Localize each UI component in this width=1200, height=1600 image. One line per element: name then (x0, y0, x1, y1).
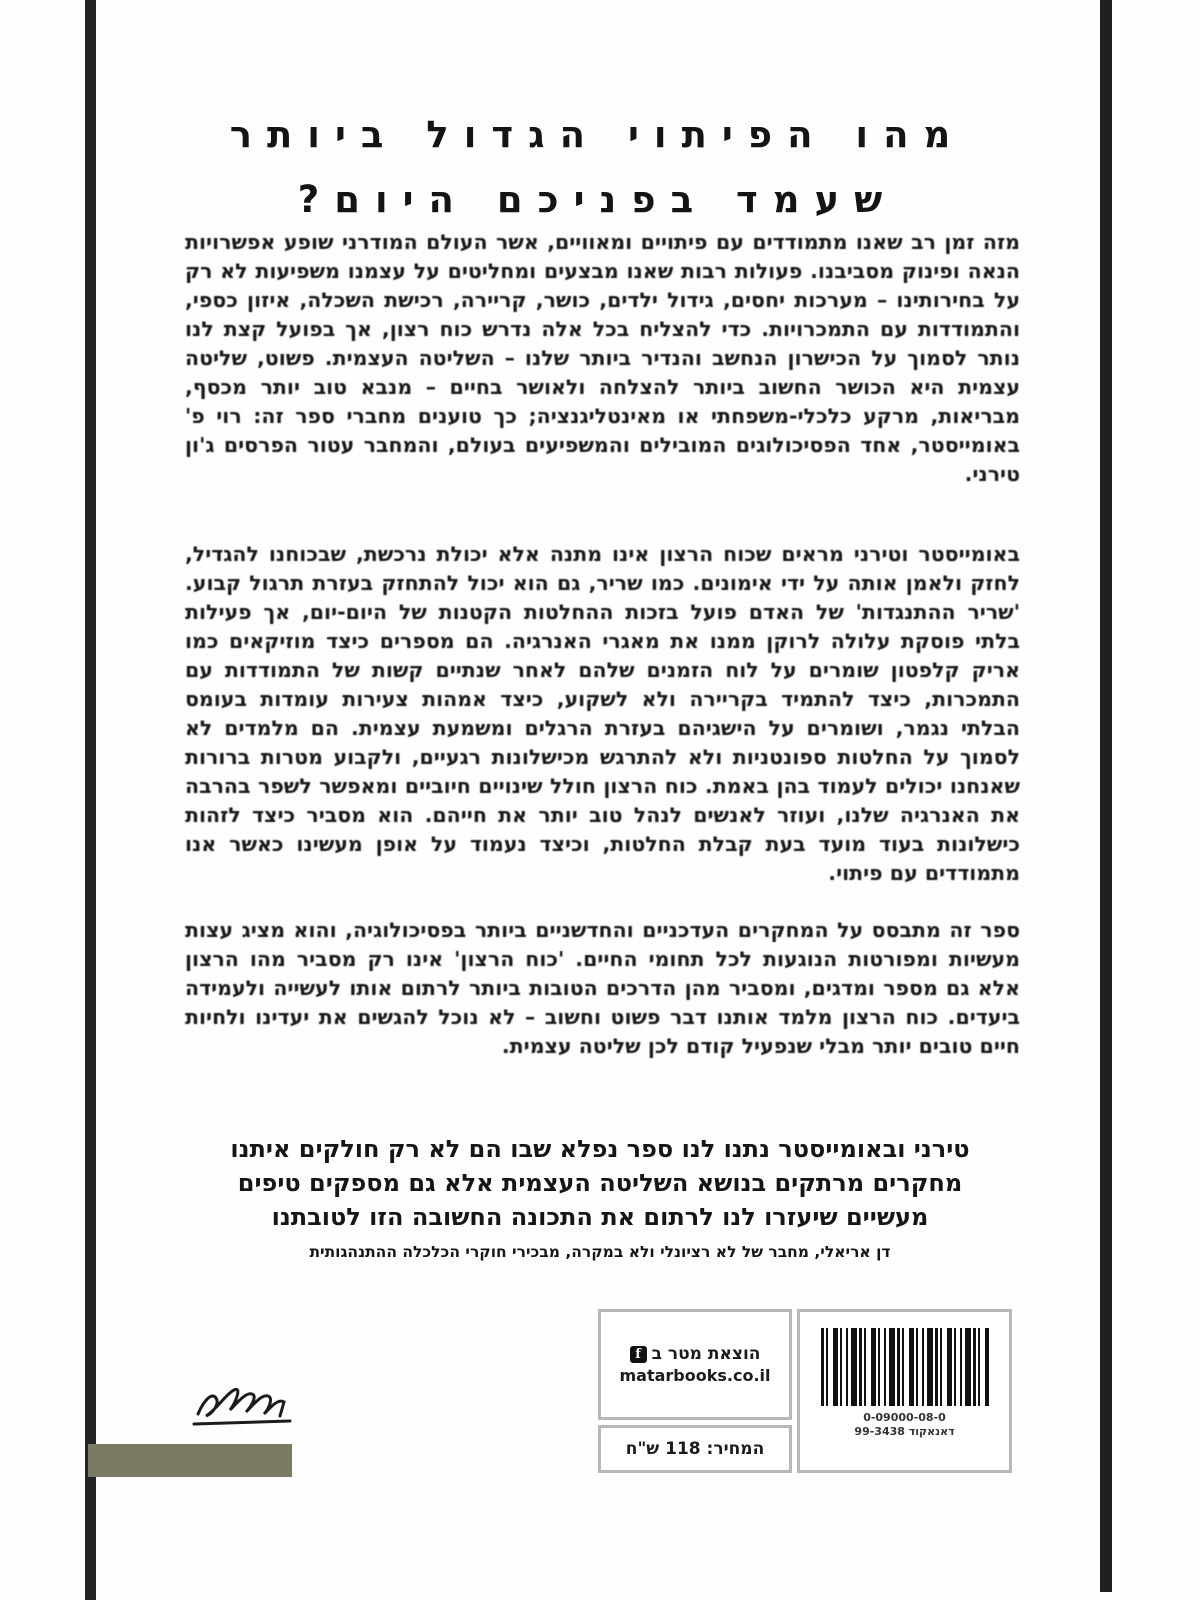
headline (95, 102, 1100, 232)
headline-line-2: שעמד בפניכם היום? (297, 178, 898, 221)
publisher-logo-icon (190, 1376, 305, 1438)
book-right-edge (1100, 0, 1112, 1592)
barcode-number-line: 0-09000-08-0 (863, 1411, 946, 1424)
quote-line-1: טירני ובאומייסטר נתנו לנו ספר נפלא שבו הם לא רק חולקים איתנו (230, 1135, 970, 1163)
facebook-icon: f (630, 1346, 647, 1363)
danacode-line: דאנאקוד 99-3438 (854, 1425, 955, 1438)
quote-attribution: דן אריאלי, מחבר של לא רציונלי ולא במקרה, מבכירי חוקרי הכלכלה ההתנהגותית (309, 1243, 891, 1261)
facebook-line (630, 1344, 761, 1364)
price-label: המחיר: 118 ש"ח (625, 1439, 765, 1459)
book-left-edge (85, 0, 96, 1600)
headline-line-1: מהו הפיתוי הגדול ביותר (229, 113, 966, 156)
olive-accent-bar (88, 1444, 292, 1477)
body-paragraph-1: מזה זמן רב שאנו מתמודדים עם פיתויים ומאוויים, אשר העולם המודרני שופע אפשרויות הנאה ופינוק מסביבנו. פעולות רבות שאנו מבצעים ומחליטים על עצמנו משפיעות לא רק על בחירותינו – מערכות יחסים, גידול ילדים, כושר, קריירה, רכישת השכלה, איזון כספי, והתמודדות עם התמכרויות. כדי להצליח בכל אלה נדרש כוח רצון, אך בפועל קצת לנו נותר לסמוך על הכישרון הנחשב והנדיר ביותר שלנו – השליטה העצמית. פשוט, שליטה עצמית היא הכושר החשוב ביותר להצלחה ולאושר בחיים – מנבא טוב יותר מכסף, מבריאות, מרקע כלכלי-משפחתי או מאינטליגנציה; כך טוענים מחברי ספר זה: רוי פ' באומייסטר, אחד הפסיכולוגים המובילים והמשפיעים בעולם, והמחבר עטור הפרסים ג'ון טירני. (185, 230, 1020, 486)
body-paragraph-2: באומייסטר וטירני מראים שכוח הרצון אינו מתנה אלא יכולת נרכשת, שבכוחנו להגדיל, לחזק ולאמן אותה על ידי אימונים. כמו שריר, גם הוא יכול להתחזק בעזרת תרגול קבוע. 'שריר ההתנגדות' של האדם פועל בזכות ההחלטות הקטנות של היום-יום, אך פעילות בלתי פוסקת עלולה לרוקן ממנו את מאגרי האנרגיה. הם מספרים כיצד מוזיקאים כמו אריק קלפטון שומרים על לוח הזמנים שלהם לאחר שנתיים קשות של התמודדות עם התמכרות, כיצד להתמיד בקריירה ולא לשקוע, כיצד אמהות צעירות עומדות בעומס הבלתי נגמר, ושומרים על הישגיהם בעזרת הרגלים ומשמעת עצמית. הם מלמדים לא לסמוך על החלטות ספונטניות ולא להתרגש מכישלונות רגעיים, ולקבוע מטרות ברורות שאנחנו יכולים לעמוד בהן באמת. כוח הרצון חולל שינויים חיוביים ומאפשר לשפר בהרבה את האנרגיה שלנו, ועוזר לאנשים לנהל טוב יותר את חייהם. הוא מסביר כיצד לזהות כישלונות בעוד מועד בעת קבלת החלטות, וכיצד נעמוד על אופן מעשינו כאשר אנו מתמודדים עם פיתוי. (185, 542, 1020, 885)
quote-line-2: מחקרים מרתקים בנושא השליטה העצמית אלא גם מספקים טיפים (237, 1169, 963, 1197)
endorsement-quote (170, 1132, 1030, 1262)
body-paragraph-3: ספר זה מתבסס על המחקרים העדכניים והחדשניים ביותר בפסיכולוגיה, והוא מציג עצות מעשיות ומפורטות הנוגעות לכל תחומי החיים. 'כוח הרצון' אינו רק מסביר מהו הרצון אלא גם מספר ומדגים, ומסביר מהן הדרכים הטובות ביותר לרתום אותו לעשייה ולעמידה ביעדים. כוח הרצון מלמד אותנו דבר פשוט וחשוב – לא נוכל להגשים את יעדינו ולחיות חיים טובים יותר מבלי שנפעיל קודם לכן שליטה עצמית. (185, 918, 1020, 1058)
matar-script-logo (190, 1376, 305, 1438)
barcode-caption (854, 1411, 954, 1439)
quote-line-3: מעשיים שיעזרו לנו לרתום את התכונה החשובה הזו לטובתנו (271, 1203, 929, 1231)
publisher-website-box (598, 1309, 792, 1420)
facebook-line-text: הוצאת מטר ב (651, 1344, 761, 1364)
barcode-box (797, 1309, 1012, 1473)
barcode-icon (821, 1328, 989, 1406)
website-url: matarbooks.co.il (619, 1366, 771, 1385)
price-box (598, 1425, 792, 1473)
